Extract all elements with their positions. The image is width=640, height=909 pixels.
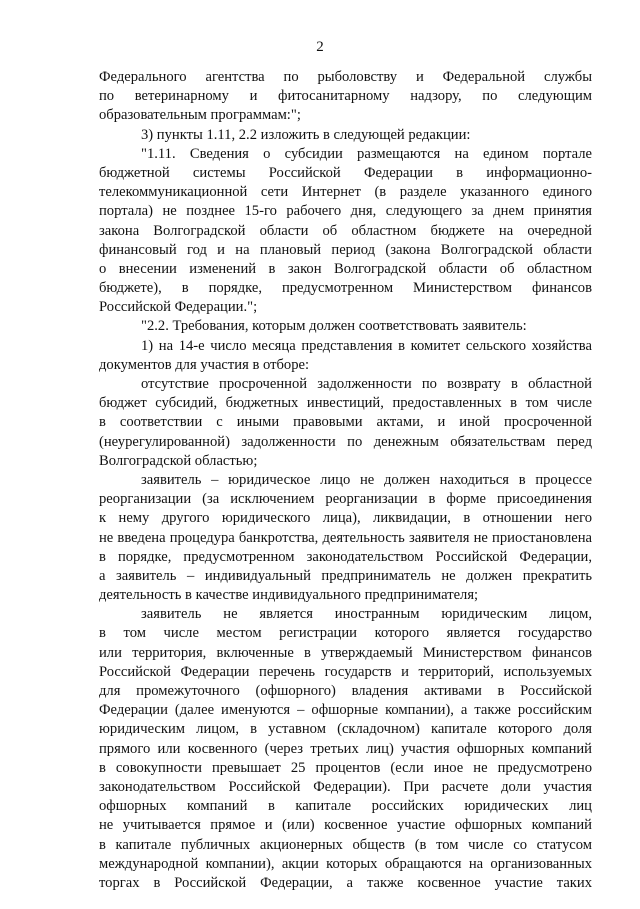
text-line: (неурегулированной) задолженности по денежным обязательствам перед: [99, 433, 592, 450]
text-line: 1) на 14-е число месяца представления в комитет сельского хозяйства: [141, 337, 592, 354]
text-line: документов для участия в отборе:: [99, 356, 310, 373]
text-line: финансовый год и на плановый период (закона Волгоградской области: [99, 241, 592, 258]
text-line: бюджетной системы Российской Федерации в информационно-: [99, 164, 592, 181]
text-line: бюджете), в порядке, предусмотренном Министерством финансов: [99, 280, 592, 297]
text-line: для промежуточного (офшорного) владения активами в Российской: [99, 683, 592, 699]
text-line: в соответствии с иными правовыми актами, и иной просроченной: [99, 414, 592, 431]
text-line: "1.11. Сведения о субсидии размещаются на едином портале: [141, 145, 592, 162]
text-line: в капитале публичных акционерных обществ (в том числе со статусом: [99, 836, 592, 853]
text-line: Федерации (далее именуются – офшорные компании), а также российским: [99, 702, 592, 719]
document-body: [99, 68, 592, 893]
text-line: реорганизации (за исключением реорганизации в форме присоединения: [99, 491, 592, 508]
text-line: заявитель – юридическое лицо не должен находиться в процессе: [141, 471, 592, 488]
text-line: образовательным программам:";: [99, 107, 301, 124]
text-line: Федерального агентства по рыболовству и Федеральной службы: [99, 69, 592, 85]
text-line: заявитель не является иностранным юридическим лицом,: [141, 606, 592, 623]
text-line: бюджет субсидий, бюджетных инвестиций, предоставленных в том числе: [99, 395, 592, 412]
text-line: международной компании), акции которых обращаются на организованных: [99, 855, 592, 872]
text-line: Российской Федерации.";: [99, 299, 258, 316]
text-line: по ветеринарному и фитосанитарному надзору, по следующим: [99, 88, 592, 105]
text-line: телекоммуникационной сети Интернет (в разделе указанного единого: [99, 184, 592, 201]
text-line: прямого или косвенного (через третьих лиц) участия офшорных компаний: [99, 740, 592, 757]
text-line: а заявитель – индивидуальный предприниматель не должен прекратить: [99, 567, 592, 584]
text-line: офшорных компаний в капитале российских юридических лиц: [99, 798, 592, 815]
text-line: или территория, включенные в утверждаемый Министерством финансов: [99, 644, 592, 661]
text-line: о внесении изменений в закон Волгоградской области об областном: [99, 260, 592, 277]
text-line: отсутствие просроченной задолженности по возврату в областной: [141, 376, 592, 392]
text-line: не введена процедура банкротства, деятельность заявителя не приостановлена: [99, 529, 592, 546]
text-line: Волгоградской областью;: [99, 452, 258, 469]
text-line: портала) не позднее 15-го рабочего дня, следующего за днем принятия: [99, 203, 592, 220]
text-line: к нему другого юридического лица), ликвидации, в отношении него: [99, 510, 592, 527]
text-line: не учитывается прямое и (или) косвенное участие офшорных компаний: [99, 817, 592, 834]
text-line: торгах в Российской Федерации, а также косвенное участие таких: [99, 874, 592, 891]
text-line: законодательством Российской Федерации). При расчете доли участия: [99, 778, 592, 795]
text-line: Российской Федерации перечень государств и территорий, используемых: [99, 663, 592, 680]
text-line: юридическим лицом, в уставном (складочном) капитале которого доля: [99, 721, 592, 738]
text-line: деятельность в качестве индивидуального предпринимателя;: [99, 587, 479, 604]
text-line: "2.2. Требования, которым должен соответствовать заявитель:: [141, 318, 527, 335]
text-line: в порядке, предусмотренном законодательством Российской Федерации,: [99, 548, 592, 565]
text-line: в совокупности превышает 25 процентов (если иное не предусмотрено: [99, 759, 592, 776]
text-line: закона Волгоградской области об областном бюджете на очередной: [99, 222, 592, 239]
text-line: в том числе местом регистрации которого является государство: [99, 625, 592, 642]
page-number: 2: [316, 39, 324, 55]
text-line: 3) пункты 1.11, 2.2 изложить в следующей редакции:: [141, 126, 471, 143]
